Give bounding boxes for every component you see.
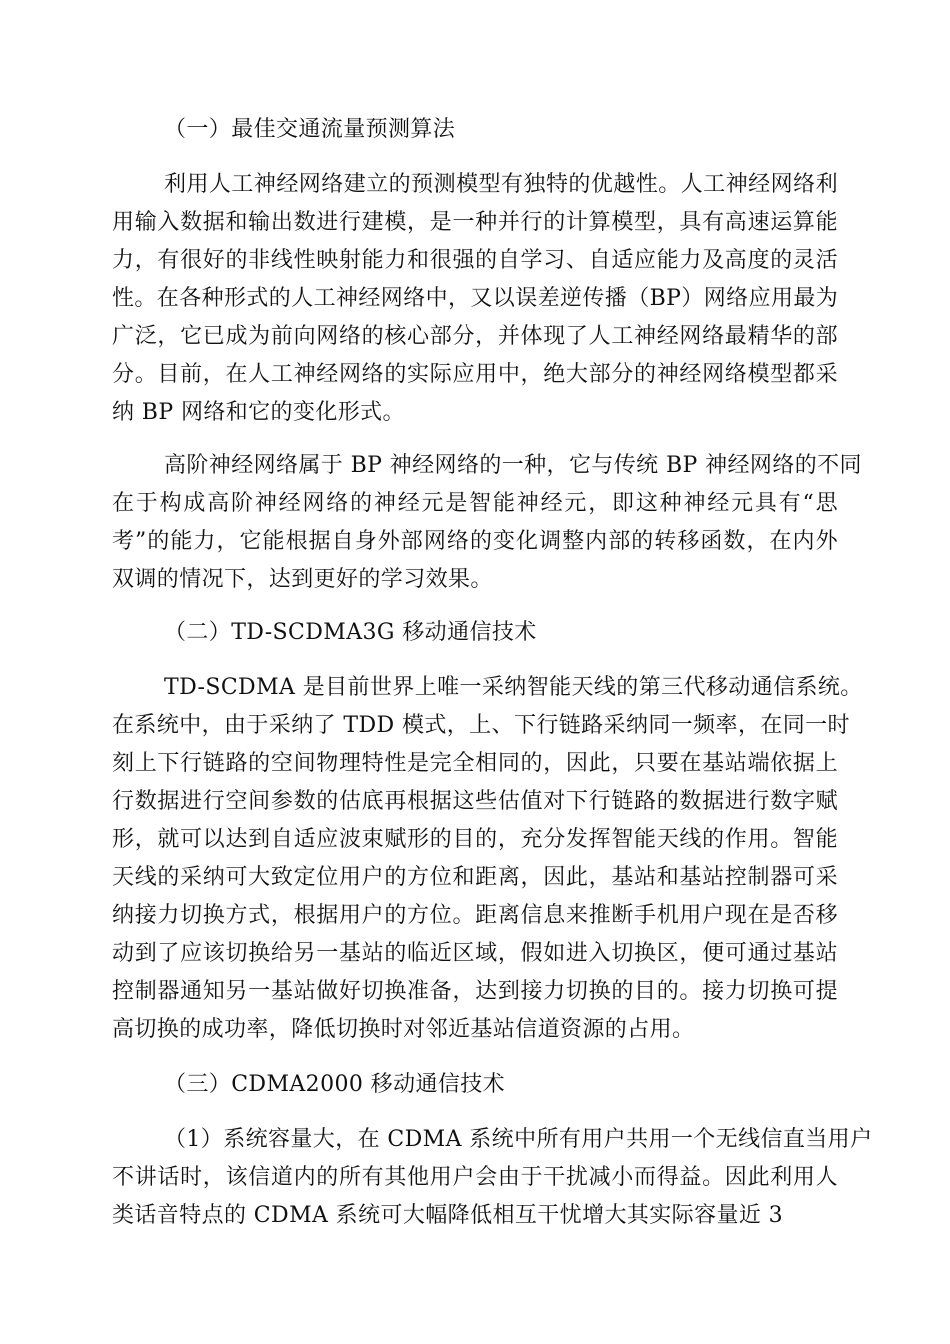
paragraph-line: 在系统中，由于采纳了 TDD 模式，上、下行链路采纳同一频率，在同一时: [112, 713, 850, 738]
paragraph-line: 天线的采纳可大致定位用户的方位和距离，因此，基站和基站控制器可采: [112, 865, 838, 890]
paragraph-line: 分。目前，在人工神经网络的实际应用中，绝大部分的神经网络模型都采: [112, 362, 838, 387]
section-1-paragraph-1: [112, 166, 838, 432]
section-1-heading: （一）最佳交通流量预测算法: [164, 117, 456, 142]
paragraph-line: TD-SCDMA 是目前世界上唯一采纳智能天线的第三代移动通信系统。: [164, 675, 863, 700]
paragraph-line: 形，就可以达到自适应波束赋形的目的，充分发挥智能天线的作用。智能: [112, 827, 838, 852]
paragraph-line: 纳接力切换方式，根据用户的方位。距离信息来推断手机用户现在是否移: [112, 903, 838, 928]
paragraph-line: 双调的情况下，达到更好的学习效果。: [112, 567, 493, 592]
paragraph-line: 考”的能力，它能根据自身外部网络的变化调整内部的转移函数，在内外: [112, 529, 838, 554]
paragraph-line: 纳 BP 网络和它的变化形式。: [112, 400, 405, 425]
paragraph-line: 类话音特点的 CDMA 系统可大幅降低相互干忧增大其实际容量近 3: [112, 1203, 784, 1228]
paragraph-line: （1）系统容量大，在 CDMA 系统中所有用户共用一个无线信直当用户: [164, 1127, 873, 1152]
paragraph-line: 高切换的成功率，降低切换时对邻近基站信道资源的占用。: [112, 1017, 695, 1042]
paragraph-line: 性。在各种形式的人工神经网络中，又以误差逆传播（BP）网络应用最为: [112, 286, 839, 311]
paragraph-line: 行数据进行空间参数的估底再根据这些估值对下行链路的数据进行数字赋: [112, 789, 838, 814]
paragraph-line: 用输入数据和输出数进行建模，是一种并行的计算模型，具有高速运算能: [112, 210, 838, 235]
section-3-heading-block: [112, 1066, 838, 1104]
section-1-paragraph-2: [112, 447, 862, 599]
paragraph-line: 动到了应该切换给另一基站的临近区域，假如进入切换区，便可通过基站: [112, 941, 838, 966]
paragraph-line: 刻上下行链路的空间物理特性是完全相同的，因此，只要在基站端依据上: [112, 751, 838, 776]
section-3-paragraph-1: [112, 1121, 873, 1235]
section-2-paragraph-1: [112, 669, 863, 1049]
paragraph-line: 广泛，它已成为前向网络的核心部分，并体现了人工神经网络最精华的部: [112, 324, 838, 349]
section-2-heading: （二）TD-SCDMA3G 移动通信技术: [164, 620, 537, 645]
paragraph-line: 控制器通知另一基站做好切换准备，达到接力切换的目的。接力切换可提: [112, 979, 838, 1004]
paragraph-line: 利用人工神经网络建立的预测模型有独特的优越性。人工神经网络利: [164, 172, 838, 197]
paragraph-line: 不讲话时，该信道内的所有其他用户会由于干扰减小而得益。因此利用人: [112, 1165, 838, 1190]
section-2-heading-block: [112, 614, 838, 652]
paragraph-line: 在于构成高阶神经网络的神经元是智能神经元，即这种神经元具有“思: [112, 491, 838, 516]
paragraph-line: 力，有很好的非线性映射能力和很强的自学习、自适应能力及高度的灵活: [112, 248, 838, 273]
section-3-heading: （三）CDMA2000 移动通信技术: [164, 1072, 506, 1097]
section-1-heading-block: [112, 111, 838, 149]
paragraph-line: 高阶神经网络属于 BP 神经网络的一种，它与传统 BP 神经网络的不同: [164, 453, 862, 478]
